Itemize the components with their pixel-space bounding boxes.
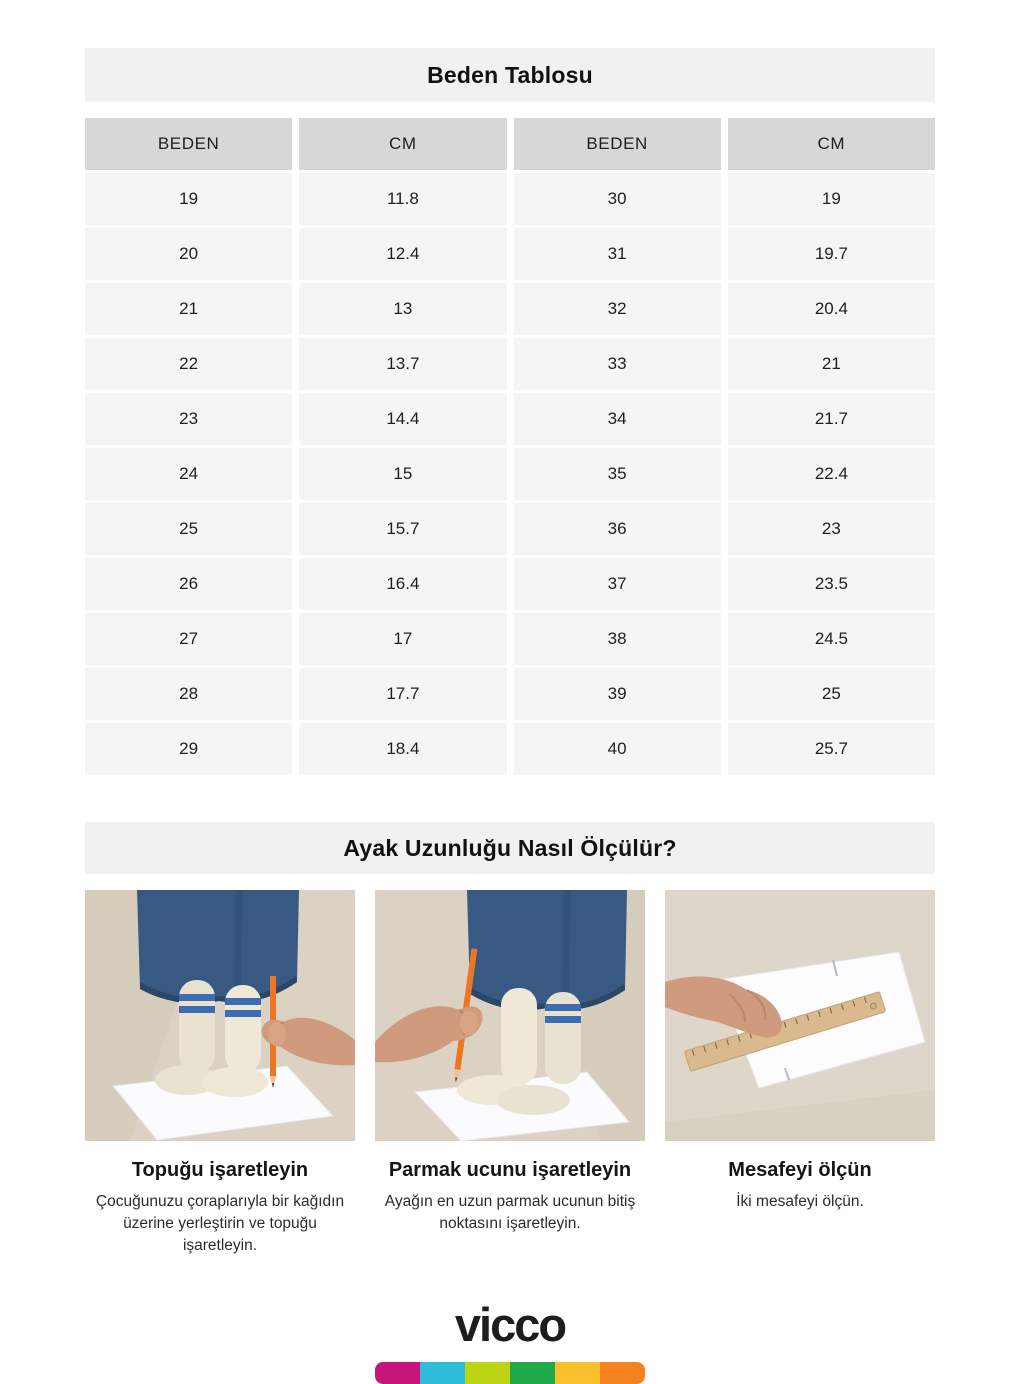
brand-color-bar [375, 1362, 645, 1384]
size-table-cell: 25 [85, 503, 292, 555]
brand-bar-segment [555, 1362, 600, 1384]
size-table-cell: 20 [85, 228, 292, 280]
size-table-cell: 14.4 [299, 393, 506, 445]
size-table-cell: 31 [514, 228, 721, 280]
page [85, 0, 935, 1384]
step-2-heading: Parmak ucunu işaretleyin [388, 1159, 632, 1181]
size-table-cell: 11.8 [299, 173, 506, 225]
measure-step-3 [665, 890, 935, 1257]
size-table-cell: 23 [85, 393, 292, 445]
mark-toe-photo [375, 890, 645, 1141]
size-table-cell: 37 [514, 558, 721, 610]
size-table-title-banner [85, 48, 935, 102]
size-table-cell: 17.7 [299, 668, 506, 720]
size-table-cell: 24.5 [728, 613, 935, 665]
column-header-beden-left: BEDEN [85, 118, 292, 170]
size-table-cell: 25.7 [728, 723, 935, 775]
size-table-cell: 29 [85, 723, 292, 775]
brand-bar-segment [600, 1362, 645, 1384]
column-header-cm-right: CM [728, 118, 935, 170]
size-table-cell: 24 [85, 448, 292, 500]
size-table-cell: 33 [514, 338, 721, 390]
size-table [85, 118, 935, 775]
brand-bar-segment [465, 1362, 510, 1384]
size-table-cell: 16.4 [299, 558, 506, 610]
size-table-cell: 15 [299, 448, 506, 500]
size-table-title: Beden Tablosu [427, 61, 593, 88]
size-table-cell: 12.4 [299, 228, 506, 280]
size-table-cell: 36 [514, 503, 721, 555]
measure-step-1 [85, 890, 355, 1257]
mark-heel-photo [85, 890, 355, 1141]
step-3-description: İki mesafeyi ölçün. [736, 1193, 864, 1210]
measure-section-title-banner [85, 822, 935, 874]
measure-section-title: Ayak Uzunluğu Nasıl Ölçülür? [343, 834, 677, 861]
size-table-cell: 32 [514, 283, 721, 335]
jeans-legs [467, 890, 627, 1010]
brand-bar-segment [510, 1362, 555, 1384]
step-3-heading: Mesafeyi ölçün [728, 1159, 872, 1181]
column-header-beden-right: BEDEN [514, 118, 721, 170]
size-table-cell: 19 [85, 173, 292, 225]
size-table-cell: 30 [514, 173, 721, 225]
footer [85, 1298, 935, 1384]
size-table-cell: 19 [728, 173, 935, 225]
size-table-cell: 28 [85, 668, 292, 720]
size-table-cell: 22 [85, 338, 292, 390]
size-table-cell: 34 [514, 393, 721, 445]
vicco-logo: vicco [454, 1298, 566, 1351]
size-table-cell: 40 [514, 723, 721, 775]
size-table-cell: 21 [85, 283, 292, 335]
size-table-cell: 20.4 [728, 283, 935, 335]
size-table-cell: 35 [514, 448, 721, 500]
step-1-description: Çocuğunuzu çoraplarıyla bir kağıdın üzerine yerleştirin ve topuğu işaretleyin. [95, 1193, 345, 1254]
size-table-cell: 22.4 [728, 448, 935, 500]
measure-distance-photo [665, 890, 935, 1141]
size-table-cell: 18.4 [299, 723, 506, 775]
size-table-cell: 21.7 [728, 393, 935, 445]
size-table-cell: 17 [299, 613, 506, 665]
column-header-cm-left: CM [299, 118, 506, 170]
size-table-cell: 13.7 [299, 338, 506, 390]
step-2-description: Ayağın en uzun parmak ucunun bitiş noktasını işaretleyin. [384, 1193, 636, 1232]
size-table-cell: 21 [728, 338, 935, 390]
size-table-cell: 26 [85, 558, 292, 610]
size-table-cell: 25 [728, 668, 935, 720]
size-table-cell: 19.7 [728, 228, 935, 280]
measure-steps [85, 890, 935, 1257]
brand-bar-segment [420, 1362, 465, 1384]
size-table-cell: 13 [299, 283, 506, 335]
size-table-cell: 23.5 [728, 558, 935, 610]
size-table-cell: 38 [514, 613, 721, 665]
measure-step-2 [375, 890, 645, 1257]
size-table-cell: 15.7 [299, 503, 506, 555]
brand-bar-segment [375, 1362, 420, 1384]
size-table-cell: 39 [514, 668, 721, 720]
size-table-cell: 23 [728, 503, 935, 555]
step-1-heading: Topuğu işaretleyin [131, 1159, 309, 1181]
size-table-cell: 27 [85, 613, 292, 665]
